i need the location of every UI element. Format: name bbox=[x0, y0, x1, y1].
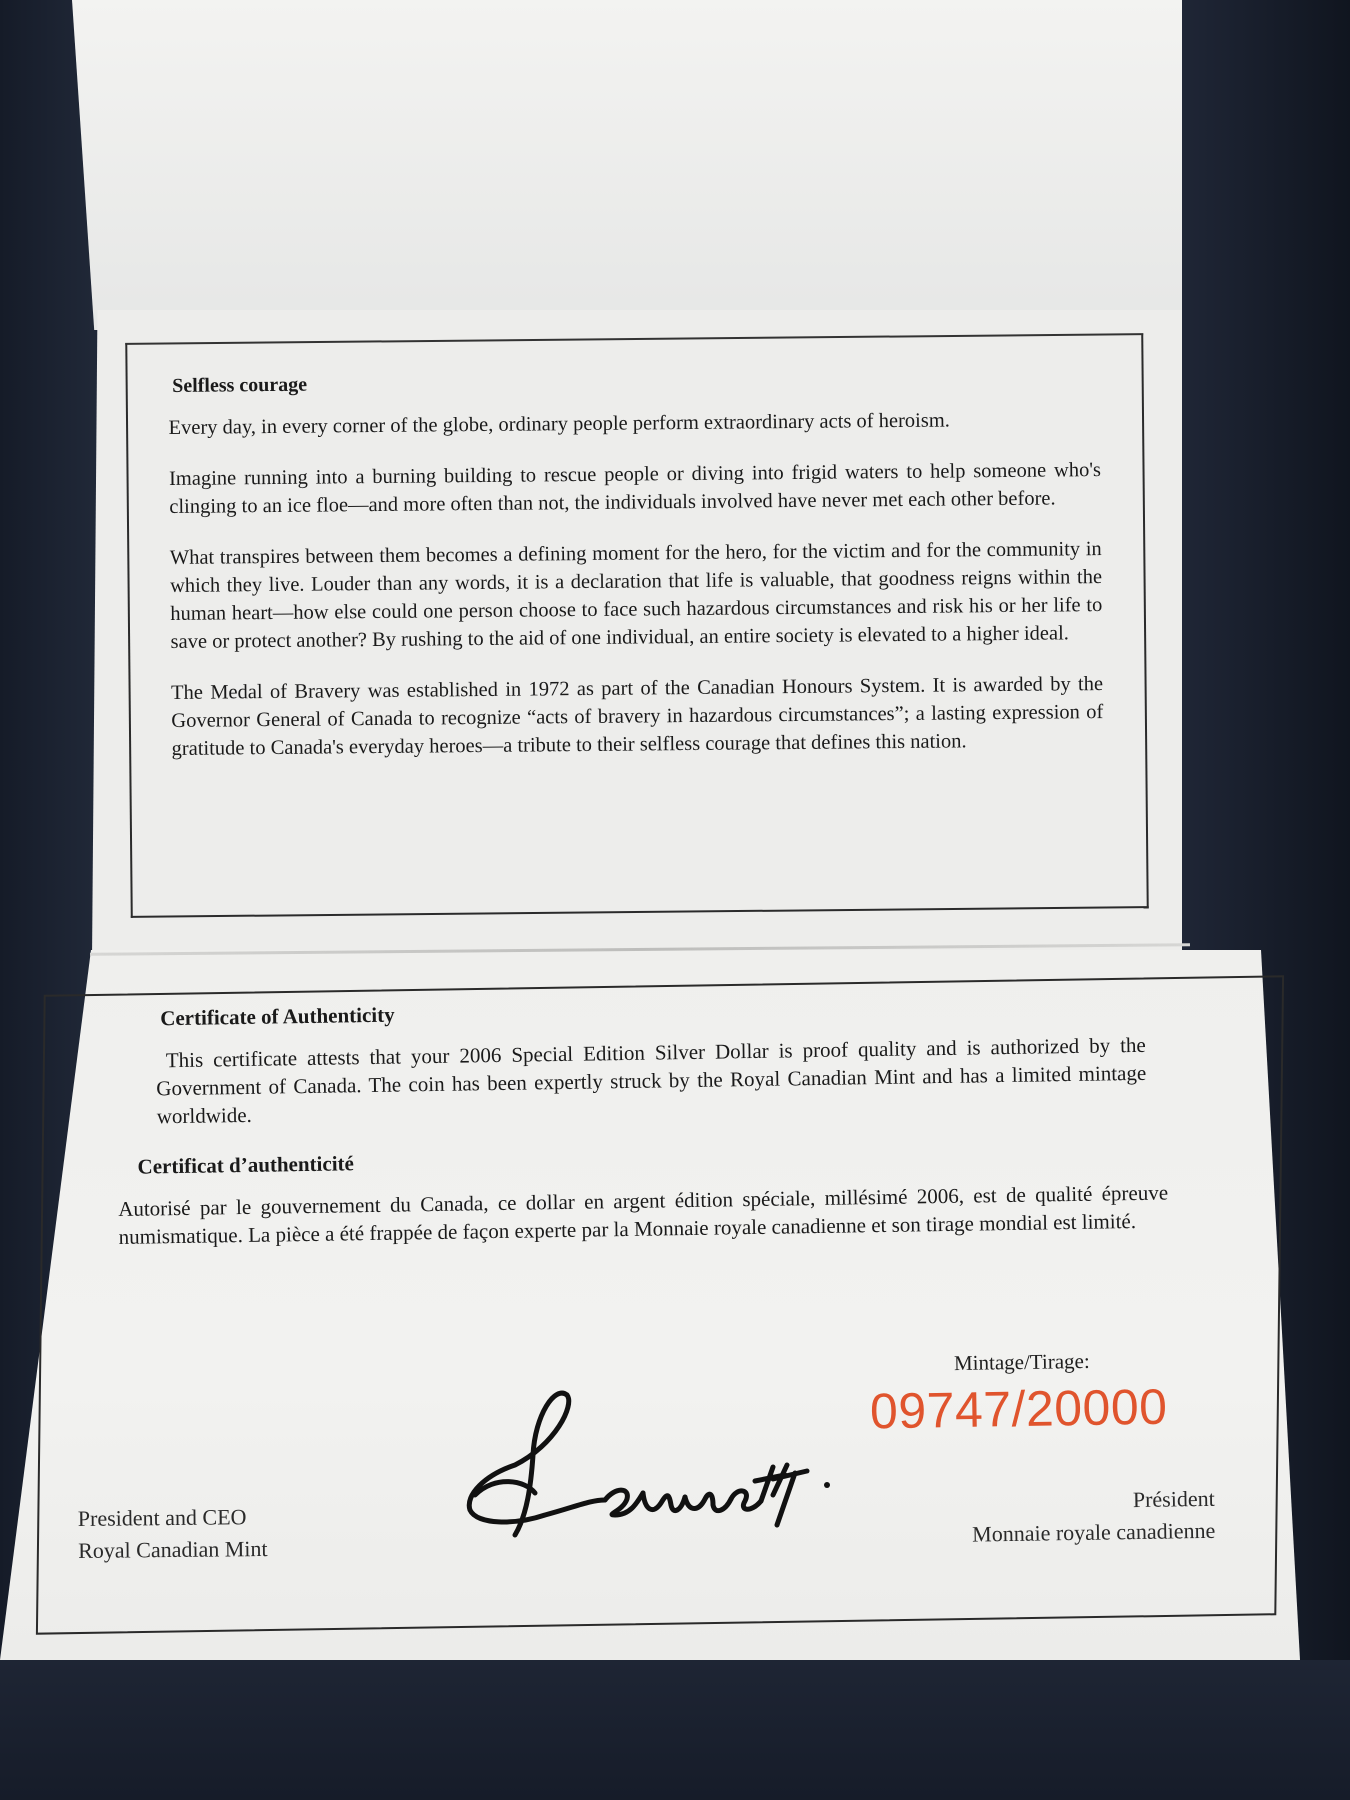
signatory-fr bbox=[935, 1483, 1216, 1551]
certificate-body-fr: Autorisé par le gouvernement du Canada, ce dollar en argent édition spéciale, millésimé 2006, est de qualité épreuve numismatique. La pièce a été frappée de façon experte par la Monnaie royale canadienne et son tirage mondial est limité. bbox=[118, 1180, 1169, 1249]
mintage-label: Mintage/Tirage: bbox=[953, 1348, 1090, 1376]
certificate-text bbox=[115, 989, 1169, 1251]
signatory-fr-org: Monnaie royale canadienne bbox=[971, 1517, 1216, 1547]
signatory-en bbox=[78, 1501, 268, 1567]
backdrop-bottom bbox=[0, 1660, 1350, 1800]
certificate-title-fr: Certificat d’authenticité bbox=[137, 1151, 355, 1179]
signature-image bbox=[455, 1375, 855, 1555]
signatory-fr-title: Président bbox=[1132, 1485, 1215, 1513]
certificate-body-en: This certificate attests that your 2006 Special Edition Silver Dollar is proof quality and is authorized by the Government of Canada. The coin has been expertly struck by the Royal Canadian Mint and has a limited mintage worldwide. bbox=[156, 1032, 1147, 1129]
paragraph-2: Imagine running into a burning building to rescue people or diving into frigid waters to help someone who's clinging to an ice floe—and more often than not, the individuals involved have never met each other before. bbox=[168, 459, 1102, 518]
folder-back-flap bbox=[72, 0, 1182, 330]
paragraph-3: What transpires between them becomes a defining moment for the hero, for the victim and for the community in which they live. Louder than any words, it is a declaration that life is valuable, that goodness reigns within the human heart—how else could one person choose to face such hazardous circumstances and risk his or her life to save or protect another? By rushing to the aid of one individual, an entire society is elevated to a higher ideal. bbox=[169, 538, 1103, 653]
certificate-title-en: Certificate of Authenticity bbox=[160, 1002, 395, 1031]
paragraph-4: The Medal of Bravery was established in 1972 as part of the Canadian Honours System. It is awarded by the Governor General of Canada to recognize “acts of bravery in hazardous circumstances”; a lasting expression of gratitude to Canada's everyday heroes—a tribute to their selfless courage that defines this nation. bbox=[170, 673, 1104, 760]
selfless-courage-section bbox=[168, 363, 1104, 786]
paragraph-1: Every day, in every corner of the globe, ordinary people perform extraordinary acts of heroism. bbox=[168, 409, 950, 439]
section-heading: Selfless courage bbox=[172, 373, 308, 397]
signatory-en-org: Royal Canadian Mint bbox=[78, 1536, 268, 1563]
signatory-en-title: President and CEO bbox=[77, 1504, 247, 1531]
mintage-number: 09747/20000 bbox=[869, 1378, 1168, 1440]
